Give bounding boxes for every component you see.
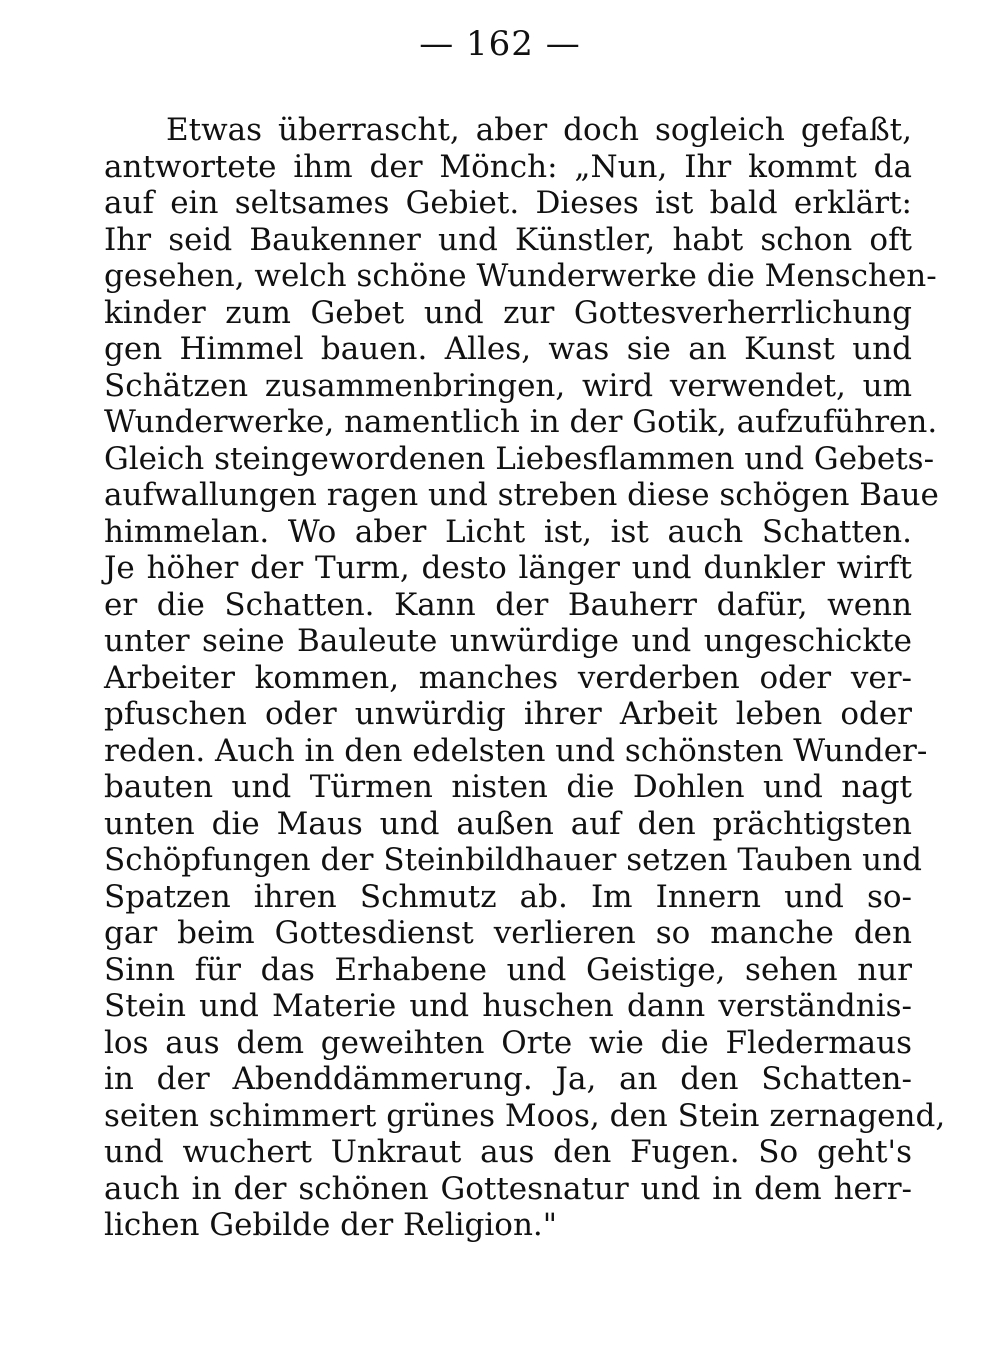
text-line: pfuschen oder unwürdig ihrer Arbeit leben oder (104, 696, 912, 732)
text-line: Spatzen ihren Schmutz ab. Im Innern und so- (104, 878, 912, 915)
text-line: auf ein seltsames Gebiet. Dieses ist bald erklärt: (104, 185, 912, 221)
text-line: Sinn für das Erhabene und Geistige, sehen nur (104, 951, 912, 988)
text-line: reden. Auch in den edelsten und schönsten Wunder- (104, 732, 928, 769)
text-line: aufwallungen ragen und streben diese schögen Baue (104, 477, 939, 513)
text-line: kinder zum Gebet und zur Gottesverherrlichung (104, 294, 912, 331)
text-line: Stein und Materie und huschen dann verständnis- (104, 988, 912, 1024)
body-text (104, 112, 946, 1244)
text-line: Etwas überrascht, aber doch sogleich gefaßt, (166, 112, 912, 148)
text-line-last: lichen Gebilde der Religion." (104, 1207, 558, 1243)
text-line: er die Schatten. Kann der Bauherr dafür, wenn (104, 586, 912, 623)
text-line: unten die Maus und außen auf den prächtigsten (104, 805, 912, 842)
text-line: und wuchert Unkraut aus den Fugen. So geht's (104, 1134, 912, 1170)
text-line: Arbeiter kommen, manches verderben oder ver- (104, 659, 912, 696)
text-line: gen Himmel bauen. Alles, was sie an Kunst und (104, 331, 912, 367)
text-line: unter seine Bauleute unwürdige und ungeschickte (104, 623, 912, 659)
text-line: Schätzen zusammenbringen, wird verwendet, um (104, 367, 912, 404)
text-line: gesehen, welch schöne Wunderwerke die Menschen- (104, 258, 937, 294)
text-line: los aus dem geweihten Orte wie die Fledermaus (104, 1024, 912, 1061)
text-line: auch in der schönen Gottesnatur und in dem herr- (104, 1170, 912, 1207)
text-line: seiten schimmert grünes Moos, den Stein zernagend, (104, 1097, 946, 1134)
text-line: antwortete ihm der Mönch: „Nun, Ihr kommt da (104, 148, 912, 185)
text-line: Wunderwerke, namentlich in der Gotik, aufzuführen. (104, 404, 938, 440)
text-line: gar beim Gottesdienst verlieren so manche den (104, 915, 912, 951)
text-line: Ihr seid Baukenner und Künstler, habt schon oft (104, 221, 912, 258)
text-line: bauten und Türmen nisten die Dohlen und nagt (104, 769, 912, 805)
text-line: in der Abenddämmerung. Ja, an den Schatten- (104, 1061, 912, 1097)
text-line: Schöpfungen der Steinbildhauer setzen Tauben und (104, 842, 922, 878)
text-line: Je höher der Turm, desto länger und dunkler wirft (104, 550, 912, 586)
page-number: — 162 — (419, 24, 581, 64)
text-line: Gleich steingewordenen Liebesflammen und Gebets- (104, 440, 935, 477)
text-line: himmelan. Wo aber Licht ist, ist auch Schatten. (104, 513, 912, 550)
